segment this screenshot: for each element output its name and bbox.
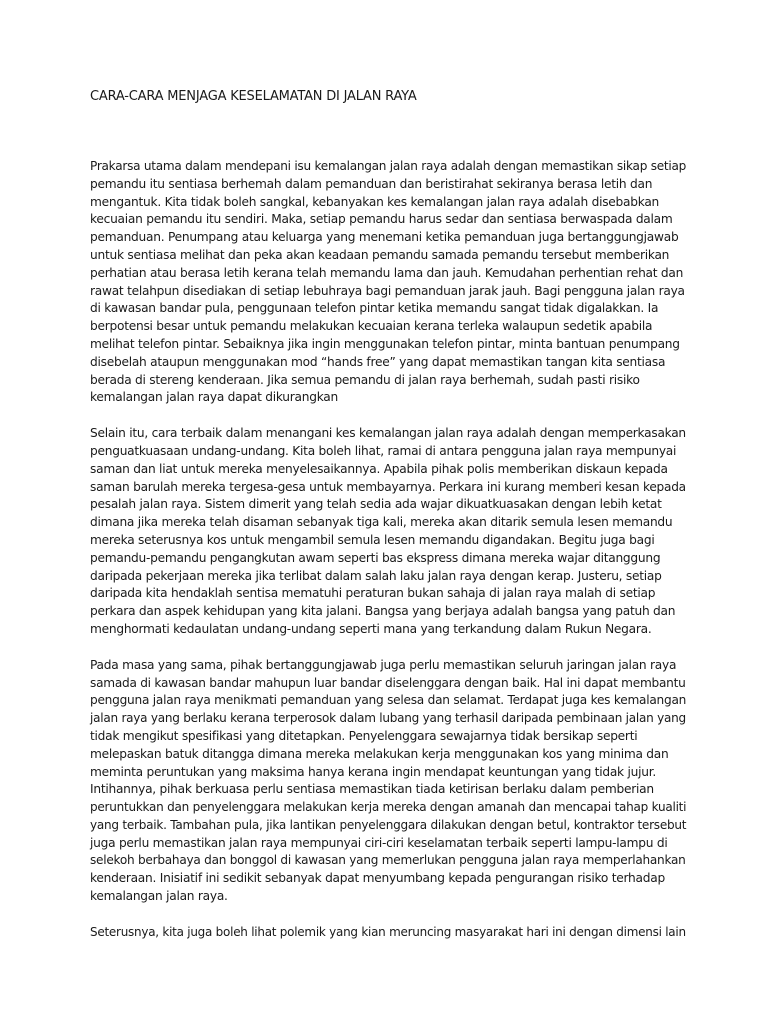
text-line: kenderaan. Inisiatif ini sedikit sebanyak dapat menyumbang kepada pengurangan risiko terhadap [90, 871, 665, 886]
text-line: Seterusnya, kita juga boleh lihat polemik yang kian meruncing masyarakat hari ini dengan dimensi lain [90, 924, 686, 939]
text-line: berpotensi besar untuk pemandu melakukan kecuaian kerana terleka walaupun sedetik apabila [90, 319, 653, 334]
text-line: penguatkuasaan undang-undang. Kita boleh lihat, ramai di antara pengguna jalan raya mempunyai [90, 443, 677, 458]
text-line: daripada pekerjaan mereka jika terlibat dalam salah laku jalan raya dengan kerap. Justeru, setiap [90, 568, 662, 583]
text-line: yang terbaik. Tambahan pula, jika lantikan penyelenggara dilakukan dengan betul, kontraktor tersebut [90, 817, 687, 832]
paragraph [90, 657, 686, 906]
text-line: pemandu-pemandu pengangkutan awam seperti bas ekspress dimana mereka wajar ditanggung [90, 550, 661, 565]
text-line: di kawasan bandar pula, penggunaan telefon pintar ketika memandu sangat tidak digalakkan. Ia [90, 301, 659, 316]
text-line: menghormati kedaulatan undang-undang seperti mana yang terkandung dalam Rukun Negara. [90, 621, 652, 636]
text-line: samada di kawasan bandar mahupun luar bandar diselenggara dengan baik. Hal ini dapat membantu [90, 675, 686, 690]
paragraph [90, 425, 686, 639]
paragraph [90, 924, 686, 942]
text-line: juga perlu memastikan jalan raya mempunyai ciri-ciri keselamatan terbaik seperti lampu-lampu di [90, 835, 668, 850]
text-line: daripada kita hendaklah sentisa mematuhi peraturan bukan sahaja di jalan raya malah di setiap [90, 586, 656, 601]
document-body [90, 158, 686, 960]
text-line: kemalangan jalan raya dapat dikurangkan [90, 390, 339, 405]
text-line: melepaskan batuk ditangga dimana mereka melakukan kerja menggunakan kos yang minima dan [90, 746, 669, 761]
text-line: selekoh berbahaya dan bonggol di kawasan yang memerlukan pengguna jalan raya memperlahankan [90, 853, 686, 868]
text-line: pengguna jalan raya menikmati pemanduan yang selesa dan selamat. Terdapat juga kes kemalangan [90, 693, 687, 708]
text-line: saman dan liat untuk mereka menyelesaikannya. Apabila pihak polis memberikan diskaun kepada [90, 461, 668, 476]
text-line: untuk sentiasa melihat dan peka akan keadaan pemandu samada pemandu tersebut memberikan [90, 247, 670, 262]
paragraph [90, 158, 686, 407]
text-line: rawat telahpun disediakan di setiap lebuhraya bagi pemanduan jarak jauh. Bagi pengguna jalan raya [90, 283, 685, 298]
text-line: kemalangan jalan raya. [90, 889, 228, 904]
text-line: disebelah ataupun menggunakan mod “hands free” yang dapat memastikan tangan kita sentiasa [90, 354, 666, 369]
text-line: perkara dan aspek kehidupan yang kita jalani. Bangsa yang berjaya adalah bangsa yang patuh dan [90, 604, 676, 619]
text-line: mereka seterusnya kos untuk mengambil semula lesen memandu digandakan. Begitu juga bagi [90, 532, 655, 547]
text-line: jalan raya yang berlaku kerana terperosok dalam lubang yang terhasil daripada pembinaan jalan yang [90, 711, 686, 726]
text-line: tidak mengikut spesifikasi yang ditetapkan. Penyelenggara sewajarnya tidak bersikap seperti [90, 728, 638, 743]
text-line: pesalah jalan raya. Sistem dimerit yang telah sedia ada wajar dikuatkuasakan dengan lebih ketat [90, 497, 662, 512]
text-line: pemandu itu sentiasa berhemah dalam pemanduan dan beristirahat sekiranya berasa letih dan [90, 176, 653, 191]
text-line: Pada masa yang sama, pihak bertanggungjawab juga perlu memastikan seluruh jaringan jalan raya [90, 657, 677, 672]
text-line: berada di stereng kenderaan. Jika semua pemandu di jalan raya berhemah, sudah pasti risiko [90, 372, 640, 387]
text-line: peruntukkan dan penyelenggara melakukan kerja mereka dengan amanah dan mencapai tahap kualiti [90, 800, 687, 815]
text-line: mengantuk. Kita tidak boleh sangkal, kebanyakan kes kemalangan jalan raya adalah disebabkan [90, 194, 660, 209]
text-line: Selain itu, cara terbaik dalam menangani kes kemalangan jalan raya adalah dengan memperkasakan [90, 426, 686, 441]
text-line: Prakarsa utama dalam mendepani isu kemalangan jalan raya adalah dengan memastikan sikap setiap [90, 159, 687, 173]
text-line: perhatian atau berasa letih kerana telah memandu lama dan jauh. Kemudahan perhentian rehat dan [90, 265, 684, 280]
text-line: kecuaian pemandu itu sendiri. Maka, setiap pemandu harus sedar dan sentiasa berwaspada dalam [90, 212, 673, 227]
text-line: melihat telefon pintar. Sebaiknya jika ingin menggunakan telefon pintar, minta bantuan penumpang [90, 336, 680, 351]
text-line: dimana jika mereka telah disaman sebanyak tiga kali, mereka akan ditarik semula lesen memandu [90, 515, 673, 530]
text-line: Intihannya, pihak berkuasa perlu sentiasa memastikan tiada ketirisan berlaku dalam pemberian [90, 782, 654, 797]
text-line: meminta peruntukan yang maksima hanya kerana ingin mendapat keuntungan yang tidak jujur. [90, 764, 656, 779]
text-line: saman barulah mereka tergesa-gesa untuk membayarnya. Perkara ini kurang memberi kesan kepada [90, 479, 686, 494]
document-title: CARA-CARA MENJAGA KESELAMATAN DI JALAN RAYA [90, 89, 417, 104]
text-line: pemanduan. Penumpang atau keluarga yang menemani ketika pemanduan juga bertanggungjawab [90, 230, 679, 245]
